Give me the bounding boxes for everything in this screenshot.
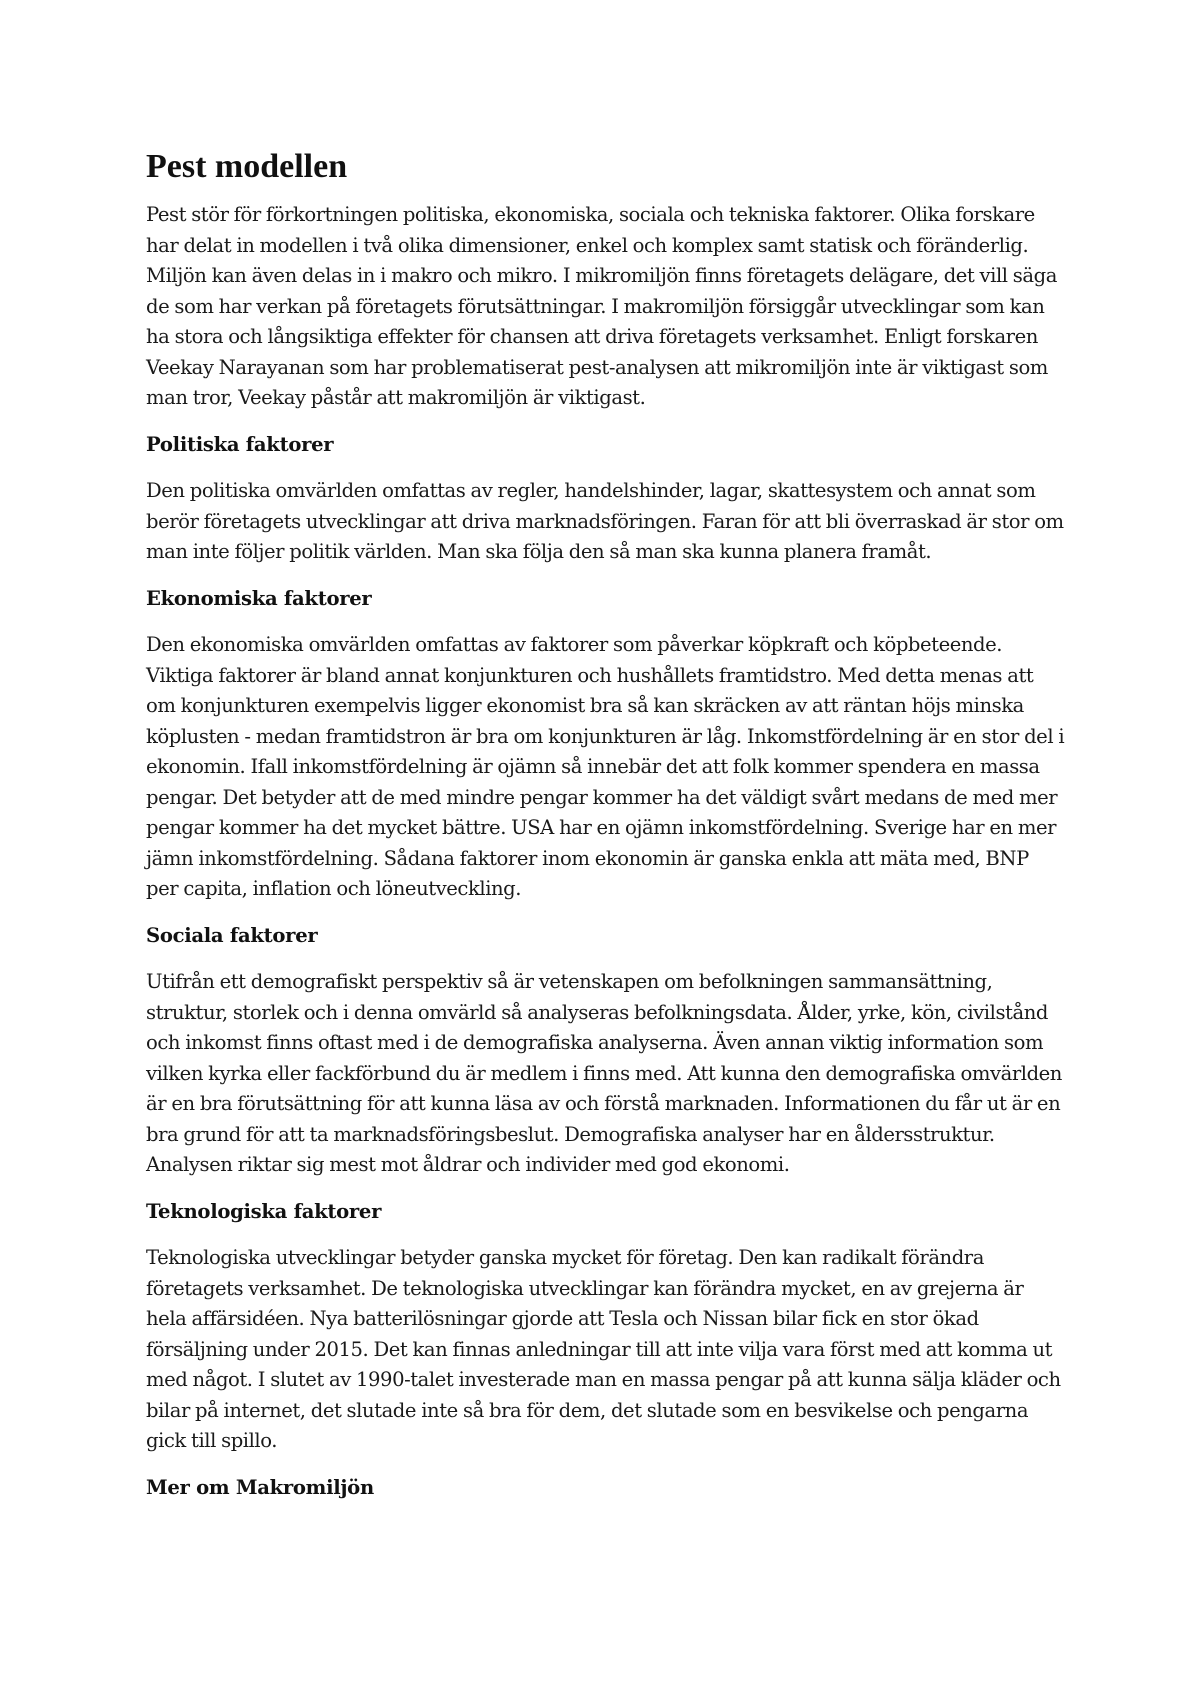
page-title: Pest modellen [146,148,348,185]
section-heading-makromiljon: Mer om Makromiljön [146,1475,374,1499]
section-text-teknologiska: Teknologiska utvecklingar betyder ganska mycket för företag. Den kan radikalt förändra företagets verksamhet. De teknologiska utvecklingar kan förändra mycket, en av grejerna är hela affärsidéen. Nya batterilösningar gjorde att Tesla och Nissan bilar fick en stor ökad försäljning under 2015. Det kan finnas anledningar till att inte vilja vara först med att komma ut med något. I slutet av 1990-talet investerade man en massa pengar på att kunna sälja kläder och bilar på internet, det slutade inte så bra för dem, det slutade som en besvikelse och pengarna gick till spillo. [146,1246,1061,1452]
section-heading-teknologiska: Teknologiska faktorer [146,1199,382,1223]
section-heading-ekonomiska: Ekonomiska faktorer [146,586,372,610]
section-heading-politiska: Politiska faktorer [146,432,334,456]
section-text-ekonomiska: Den ekonomiska omvärlden omfattas av faktorer som påverkar köpkraft och köpbeteende. Viktiga faktorer är bland annat konjunkturen och hushållets framtidstro. Med detta menas att om konjunkturen exempelvis ligger ekonomist bra så kan skräcken av att räntan höjs minska köplusten - medan framtidstron är bra om konjunkturen är låg. Inkomstfördelning är en stor del i ekonomin. Ifall inkomstfördelning är ojämn så innebär det att folk kommer spendera en massa pengar. Det betyder att de med mindre pengar kommer ha det väldigt svårt medans de med mer pengar kommer ha det mycket bättre. USA har en ojämn inkomstfördelning. Sverige har en mer jämn inkomstfördelning. Sådana faktorer inom ekonomin är ganska enkla att mäta med, BNP per capita, inflation och löneutveckling. [146,633,1065,900]
section-text-sociala: Utifrån ett demografiskt perspektiv så är vetenskapen om befolkningen sammansättning, struktur, storlek och i denna omvärld så analyseras befolkningsdata. Ålder, yrke, kön, civilstånd och inkomst finns oftast med i de demografiska analyserna. Även annan viktig information som vilken kyrka eller fackförbund du är medlem i finns med. Att kunna den demografiska omvärlden är en bra förutsättning för att kunna läsa av och förstå marknaden. Informationen du får ut är en bra grund för att ta marknadsföringsbeslut. Demografiska analyser har en åldersstruktur. Analysen riktar sig mest mot åldrar och individer med god ekonomi. [146,970,1062,1176]
section-text-politiska: Den politiska omvärlden omfattas av regler, handelshinder, lagar, skattesystem och annat som berör företagets utvecklingar att driva marknadsföringen. Faran för att bli överraskad är stor om man inte följer politik världen. Man ska följa den så man ska kunna planera framåt. [146,479,1064,563]
document-page [146,140,1066,1519]
section-heading-sociala: Sociala faktorer [146,923,318,947]
intro-paragraph: Pest stör för förkortningen politiska, ekonomiska, sociala och tekniska faktorer. Olika forskare har delat in modellen i två olika dimensioner, enkel och komplex samt statisk och föränderlig. Miljön kan även delas in i makro och mikro. I mikromiljön finns företagets delägare, det vill säga de som har verkan på företagets förutsättningar. I makromiljön försiggår utvecklingar som kan ha stora och långsiktiga effekter för chansen att driva företagets verksamhet. Enligt forskaren Veekay Narayanan som har problematiserat pest-analysen att mikromiljön inte är viktigast som man tror, Veekay påstår att makromiljön är viktigast. [146,203,1057,409]
